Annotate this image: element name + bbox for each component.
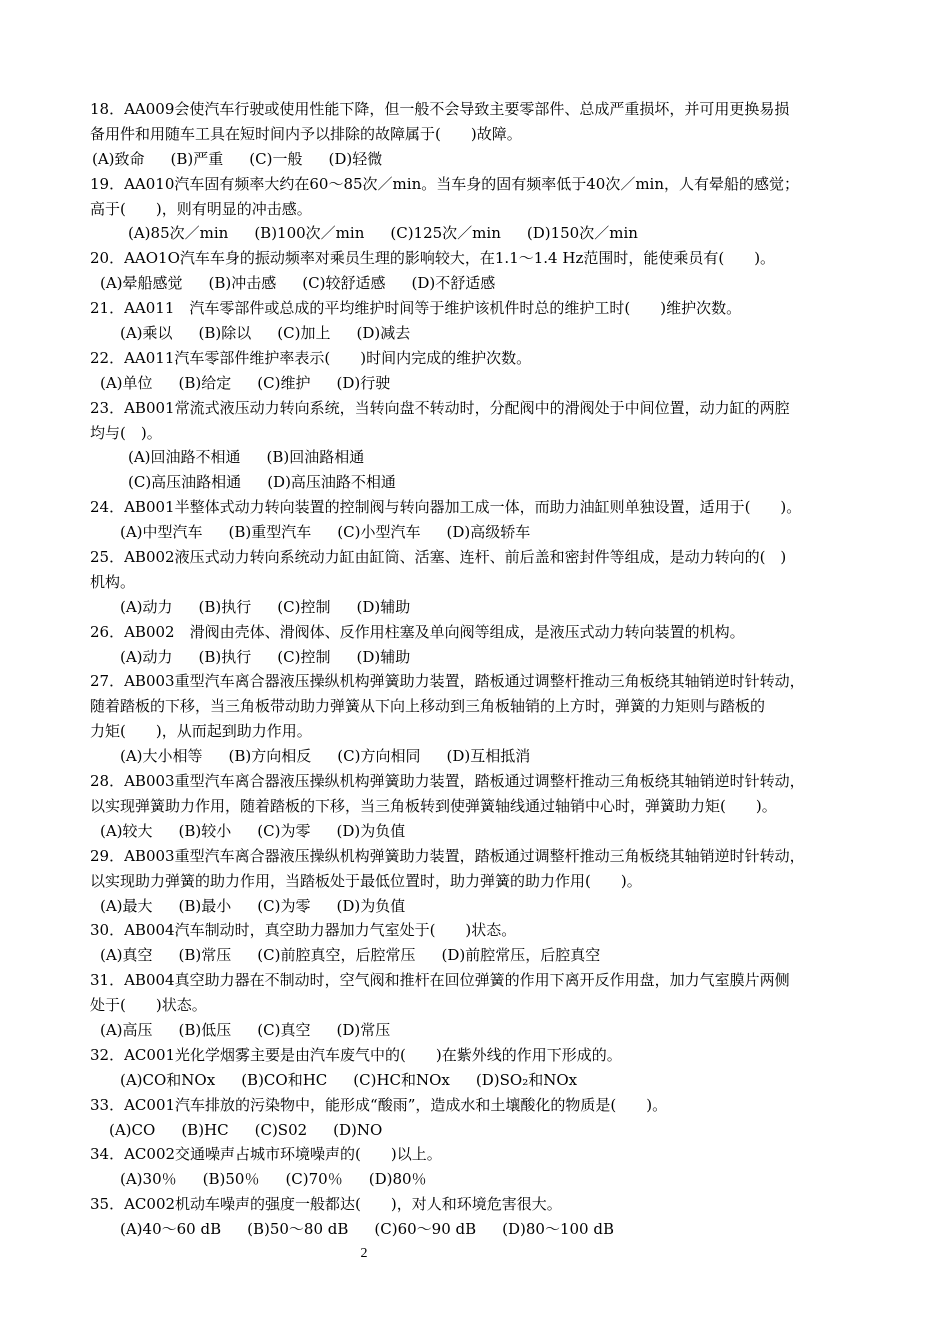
question-text-line: 32．AC001光化学烟雾主要是由汽车废气中的( )在紫外线的作用下形成的。 bbox=[90, 1045, 622, 1064]
answer-option: (C)125次／min bbox=[390, 224, 501, 243]
answer-option: (C)一般 bbox=[249, 149, 303, 168]
question-text-line: 备用件和用随车工具在短时间内予以排除的故障属于( )故障。 bbox=[90, 124, 522, 143]
answer-option: (C)控制 bbox=[277, 597, 331, 616]
answer-option: (B)50％ bbox=[202, 1170, 260, 1189]
answer-option: (B)严重 bbox=[170, 149, 224, 168]
answer-option: (C)HC和NOx bbox=[353, 1070, 450, 1089]
question-text-line: 34．AC002交通噪声占城市环境噪声的( )以上。 bbox=[90, 1145, 442, 1164]
answer-options-line bbox=[90, 1068, 870, 1093]
answer-option: (B)重型汽车 bbox=[228, 523, 312, 542]
question-text-line: 处于( )状态。 bbox=[90, 996, 207, 1015]
answer-option: (D)辅助 bbox=[356, 597, 411, 616]
page-number: 2 bbox=[360, 1246, 368, 1261]
answer-option: (C)真空 bbox=[257, 1020, 311, 1039]
answer-options-line bbox=[90, 819, 870, 844]
question-text-line: 24．AB001半整体式动力转向装置的控制阀与转向器加工成一体，而助力油缸则单独设置，适用于( )。 bbox=[90, 498, 802, 517]
question-text-line: 高于( )，则有明显的冲击感。 bbox=[90, 199, 312, 218]
answer-option: (A)CO和NOx bbox=[120, 1070, 216, 1089]
question-text-line: 25．AB002液压式动力转向系统动力缸由缸筒、活塞、连杆、前后盖和密封件等组成，是动力转向的( ) bbox=[90, 548, 787, 567]
answer-option: (B)执行 bbox=[198, 647, 252, 666]
answer-option: (B)给定 bbox=[178, 373, 232, 392]
question-text-line: 31．AB004真空助力器在不制动时，空气阀和推杆在回位弹簧的作用下离开反作用盘，加力气室膜片两侧 bbox=[90, 971, 790, 990]
answer-options-line bbox=[90, 271, 870, 296]
answer-option: (C)60～90 dB bbox=[374, 1220, 477, 1239]
question-text-line: 29．AB003重型汽车离合器液压操纵机构弹簧助力装置，踏板通过调整杆推动三角板绕其轴销逆时针转动， bbox=[90, 846, 805, 865]
answer-option: (A)单位 bbox=[100, 373, 153, 392]
question-text-line: 30．AB004汽车制动时，真空助力器加力气室处于( )状态。 bbox=[90, 921, 517, 940]
answer-option: (A)乘以 bbox=[120, 324, 173, 343]
answer-option: (A)动力 bbox=[120, 647, 173, 666]
answer-option: (A)回油路不相通 bbox=[128, 448, 241, 467]
answer-option: (A)较大 bbox=[100, 821, 153, 840]
answer-option: (A)最大 bbox=[100, 896, 153, 915]
answer-option: (A)致命 bbox=[92, 149, 145, 168]
answer-option: (D)轻微 bbox=[328, 149, 383, 168]
answer-option: (B)最小 bbox=[178, 896, 232, 915]
answer-option: (B)常压 bbox=[178, 946, 232, 965]
answer-options-line bbox=[90, 147, 870, 172]
answer-option: (B)CO和HC bbox=[241, 1070, 328, 1089]
answer-options-line bbox=[90, 1118, 870, 1143]
question-text-line: 以实现助力弹簧的助力作用，当踏板处于最低位置时，助力弹簧的助力作用( )。 bbox=[90, 871, 642, 890]
answer-option: (D)80～100 dB bbox=[502, 1220, 614, 1239]
question-text-line: 力矩( )，从而起到助力作用。 bbox=[90, 722, 312, 741]
answer-options-line bbox=[90, 1018, 870, 1043]
answer-option: (C)较舒适感 bbox=[302, 274, 386, 293]
question-text-line: 22．AA011汽车零部件维护率表示( )时间内完成的维护次数。 bbox=[90, 348, 532, 367]
answer-option: (D)为负值 bbox=[336, 821, 406, 840]
answer-option: (D)150次／min bbox=[526, 224, 638, 243]
answer-option: (B)HC bbox=[181, 1120, 229, 1139]
answer-option: (C)小型汽车 bbox=[337, 523, 421, 542]
answer-option: (B)50～80 dB bbox=[247, 1220, 349, 1239]
answer-option: (A)30％ bbox=[120, 1170, 177, 1189]
answer-options-line bbox=[90, 1167, 870, 1192]
question-text-line: 机构。 bbox=[90, 572, 136, 591]
answer-option: (D)不舒适感 bbox=[411, 274, 496, 293]
answer-option: (A)40～60 dB bbox=[120, 1220, 222, 1239]
question-text-line: 21．AA011 汽车零部件或总成的平均维护时间等于维护该机件时总的维护工时( )维护次数。 bbox=[90, 299, 742, 318]
question-text-line: 20．AAO1O汽车车身的振动频率对乘员生理的影响较大，在1.1～1.4 Hz范围时，能使乘员有( )。 bbox=[90, 249, 776, 268]
answer-option: (C)前腔真空，后腔常压 bbox=[257, 946, 416, 965]
answer-option: (B)方向相反 bbox=[228, 747, 312, 766]
question-text-line: 19．AA010汽车固有频率大约在60～85次／min。当车身的固有频率低于40次／min，人有晕船的感觉； bbox=[90, 174, 800, 193]
answer-option: (D)减去 bbox=[356, 324, 411, 343]
question-text-line: 18．AA009会使汽车行驶或使用性能下降，但一般不会导致主要零部件、总成严重损坏，并可用更换易损 bbox=[90, 100, 790, 118]
answer-option: (B)较小 bbox=[178, 821, 232, 840]
answer-options-line bbox=[90, 1217, 870, 1242]
answer-options-line bbox=[90, 470, 870, 495]
answer-option: (D)NO bbox=[333, 1120, 383, 1139]
answer-options-line bbox=[90, 221, 870, 246]
answer-option: (C)为零 bbox=[257, 821, 311, 840]
answer-option: (A)中型汽车 bbox=[120, 523, 203, 542]
question-text-line: 23．AB001常流式液压动力转向系统，当转向盘不转动时，分配阀中的滑阀处于中间位置，动力缸的两腔 bbox=[90, 398, 790, 417]
answer-option: (C)S02 bbox=[254, 1120, 308, 1139]
answer-option: (D)常压 bbox=[336, 1020, 391, 1039]
question-text-line: 以实现弹簧助力作用，随着踏板的下移，当三角板转到使弹簧轴线通过轴销中心时，弹簧助力矩( )。 bbox=[90, 796, 777, 815]
answer-option: (C)高压油路相通 bbox=[128, 473, 242, 492]
answer-option: (D)高压油路不相通 bbox=[267, 473, 396, 492]
answer-options-line bbox=[90, 371, 870, 396]
answer-option: (C)为零 bbox=[257, 896, 311, 915]
answer-option: (B)冲击感 bbox=[208, 274, 277, 293]
answer-option: (A)85次／min bbox=[128, 224, 229, 243]
answer-option: (D)前腔常压，后腔真空 bbox=[441, 946, 601, 965]
answer-option: (D)高级轿车 bbox=[446, 523, 531, 542]
answer-option: (D)为负值 bbox=[336, 896, 406, 915]
answer-option: (C)70％ bbox=[285, 1170, 343, 1189]
question-text-line: 28．AB003重型汽车离合器液压操纵机构弹簧助力装置，踏板通过调整杆推动三角板绕其轴销逆时针转动， bbox=[90, 772, 805, 791]
answer-option: (B)回油路相通 bbox=[266, 448, 365, 467]
question-list bbox=[90, 97, 870, 1242]
answer-option: (A)大小相等 bbox=[120, 747, 203, 766]
question-text-line: 35．AC002机动车噪声的强度一般都达( )，对人和环境危害很大。 bbox=[90, 1195, 562, 1214]
answer-option: (B)执行 bbox=[198, 597, 252, 616]
question-text-line: 33．AC001汽车排放的污染物中，能形成“酸雨”，造成水和土壤酸化的物质是( )。 bbox=[90, 1095, 668, 1114]
answer-option: (B)100次／min bbox=[254, 224, 365, 243]
answer-option: (C)控制 bbox=[277, 647, 331, 666]
answer-option: (A)CO bbox=[109, 1120, 156, 1139]
answer-option: (A)晕船感觉 bbox=[100, 274, 183, 293]
answer-options-line bbox=[90, 645, 870, 670]
answer-options-line bbox=[90, 595, 870, 620]
answer-options-line bbox=[90, 520, 870, 545]
answer-option: (D)80％ bbox=[368, 1170, 427, 1189]
answer-options-line bbox=[90, 943, 870, 968]
question-text-line: 26．AB002 滑阀由壳体、滑阀体、反作用柱塞及单向阀等组成，是液压式动力转向装置的机构。 bbox=[90, 622, 745, 641]
answer-option: (C)方向相同 bbox=[337, 747, 421, 766]
answer-option: (D)SO₂和NOx bbox=[475, 1070, 578, 1089]
answer-options-line bbox=[90, 744, 870, 769]
answer-option: (C)维护 bbox=[257, 373, 311, 392]
answer-options-line bbox=[90, 321, 870, 346]
answer-option: (C)加上 bbox=[277, 324, 331, 343]
answer-option: (A)真空 bbox=[100, 946, 153, 965]
answer-option: (A)高压 bbox=[100, 1020, 153, 1039]
answer-option: (B)低压 bbox=[178, 1020, 232, 1039]
answer-option: (D)行驶 bbox=[336, 373, 391, 392]
answer-option: (D)互相抵消 bbox=[446, 747, 531, 766]
answer-option: (D)辅助 bbox=[356, 647, 411, 666]
question-text-line: 27．AB003重型汽车离合器液压操纵机构弹簧助力装置，踏板通过调整杆推动三角板绕其轴销逆时针转动， bbox=[90, 672, 805, 691]
answer-option: (B)除以 bbox=[198, 324, 252, 343]
question-text-line: 均与( )。 bbox=[90, 423, 162, 442]
question-text-line: 随着踏板的下移，当三角板带动助力弹簧从下向上移动到三角板轴销的上方时，弹簧的力矩则与踏板的 bbox=[90, 697, 766, 716]
answer-options-line bbox=[90, 894, 870, 919]
answer-option: (A)动力 bbox=[120, 597, 173, 616]
answer-options-line bbox=[90, 445, 870, 470]
